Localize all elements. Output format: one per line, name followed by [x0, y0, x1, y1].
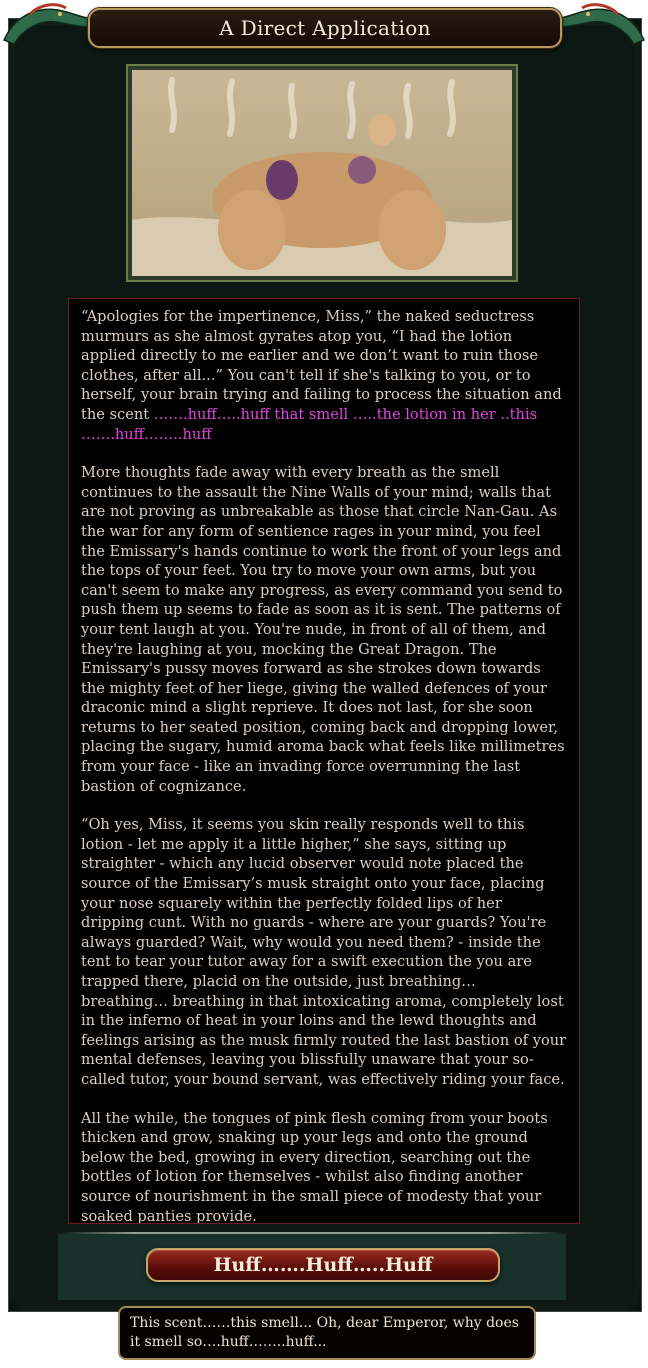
narrative-paragraph-3: “Oh yes, Miss, it seems you skin really responds well to this lotion - let me apply it a little higher,” she says, sitting up straighter - which any lucid observer would note placed the source of the Emissary’s musk straight onto your face, placing your nose squarely within the perfectly folded lips of her dripping cunt. With no guards - where are your guards? You're always guarded? Wait, why would you need them? - inside the tent to tear your tutor away for a swift execution the you are trapped there, placid on the outside, just breathing… breathing… breathing in that intoxicating aroma, completely lost in the inferno of heat in your loins and the lewd thoughts and feelings arising as the musk firmly routed the last bastion of your mental defenses, leaving you blissfully unaware that your so-called tutor, your bound servant, was effectively riding your face.: [81, 816, 567, 1088]
event-title-plaque: [88, 8, 562, 48]
event-description: [68, 298, 580, 1224]
event-title: A Direct Application: [219, 16, 431, 40]
tooltip-text: This scent……this smell... Oh, dear Emperor, why does it smell so….huff……..huff...: [130, 1315, 519, 1350]
narrative-paragraph-1-text: “Apologies for the impertinence, Miss,” the naked seductress murmurs as she almost gyrates atop you, “I had the lotion applied directly to me earlier and we don’t want to ruin those clothes, after all...” You can't tell if she's talking to you, or to herself, your brain trying and failing to process the situation and the scent: [81, 308, 562, 423]
narrative-paragraph-2: More thoughts fade away with every breath as the smell continues to the assault the Nine Walls of your mind; walls that are not proving as unbreakable as those that circle Nan-Gau. As the war for any form of sentience rages in your mind, you feel the Emissary's hands continue to work the front of your legs and the tops of your feet. You try to move your own arms, but you can't seem to make any progress, as every command you send to push them up seems to fade as soon as it is sent. The patterns of your tent laugh at you. You're nude, in front of all of them, and they're laughing at you, mocking the Great Dragon. The Emissary's pussy moves forward as she strokes down towards the mighty feet of her liege, giving the walled defences of your draconic mind a slight reprieve. It does not last, for she soon returns to her seated position, coming back and dropping lower, placing the sugary, humid aroma back what feels like millimetres from your face - like an invading force overrunning the last bastion of cognizance.: [81, 464, 565, 795]
inner-thought-text: …….huff…..huff that smell …..the lotion in her ..this …….huff……..huff: [81, 405, 538, 443]
choice-button-label: Huff…….Huff…..Huff: [213, 1254, 433, 1276]
narrative-paragraph-4: All the while, the tongues of pink flesh coming from your boots thicken and grow, snaking up your legs and onto the ground below the bed, growing in every direction, searching out the bottles of lotion for themselves - whilst also finding another source of nourishment in the small piece of modesty that your soaked panties provide.: [81, 1109, 548, 1224]
event-illustration-frame: [126, 64, 518, 282]
choice-button-huff[interactable]: [146, 1248, 500, 1282]
event-illustration: [132, 70, 512, 276]
narrative-paragraph-1: [81, 307, 567, 444]
choice-tooltip: [118, 1306, 536, 1360]
